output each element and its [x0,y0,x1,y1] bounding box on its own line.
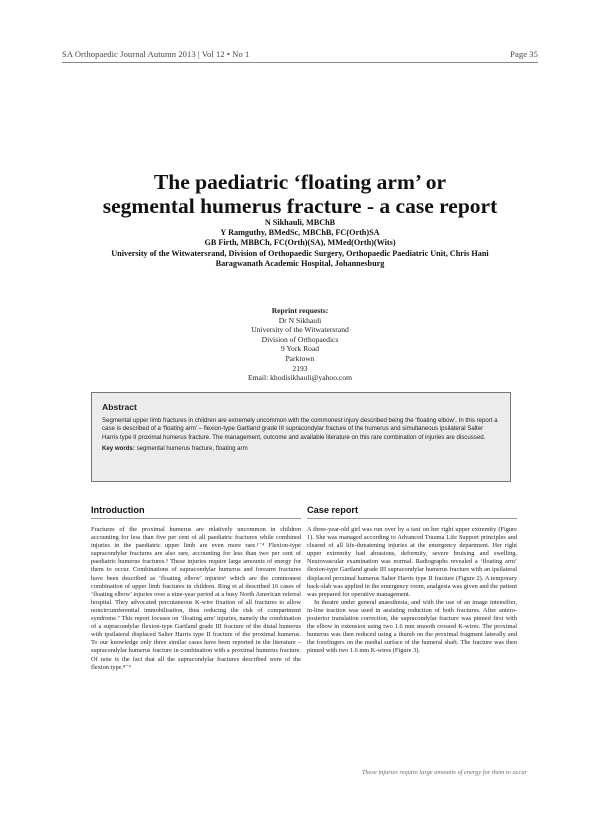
journal-citation: SA Orthopaedic Journal Autumn 2013 | Vol 12 • No 1 [62,49,250,59]
case-report-paragraph-2: In theatre under general anaesthesia, and with the use of an image intensifier, in-line traction was used in assisting reduction of both fractures. After antero-posterior translation correction, the supracondylar fracture was pinned first with the elbow in extension using two 1.6 mm smooth crossed K-wires. The proximal humerus was then reduced using a thumb on the proximal fragment laterally and the forefingers on the medial surface of the humeral shaft. The fracture was then pinned with two 1.6 mm K-wires (Figure 3). [307,598,517,655]
author-2: Y Ramguthy, BMedSc, MBChB, FC(Orth)SA [220,228,380,238]
reprint-name: Dr N Sikhauli [278,315,322,325]
title-line-1: The paediatric ‘floating arm’ or [153,170,447,194]
reprint-postal-code: 2193 [292,363,308,373]
affiliation-line-1: University of the Witwatersrand, Division of Orthopaedic Surgery, Orthopaedic Paediatric Unit, Chris Hani [111,248,489,258]
keywords-text: segmental humerus fracture, floating arm [136,444,248,452]
case-report-column [307,505,517,656]
reprint-department: Division of Orthopaedics [261,334,339,344]
article-title [40,170,560,218]
reprint-suburb: Parktown [285,353,315,363]
author-1: N Sikhauli, MBChB [264,218,336,227]
introduction-heading: Introduction [91,505,301,519]
keywords-label: Key words: [102,444,135,452]
title-line-2: segmental humerus fracture - a case report [102,194,498,218]
reprint-requests [150,306,450,383]
abstract-box [91,392,511,482]
reprint-title: Reprint requests: [271,306,329,315]
keywords [102,445,500,453]
header-divider [62,62,538,63]
pull-quote: These injuries require large amounts of energy for them to occur [361,769,527,776]
abstract-text: Segmental upper limb fractures in children are extremely uncommon with the commonest injury described being the ‘floating elbow’. In this report a case is described of a ‘floating arm’ – flexion-type Gartland grade III supracondylar fracture of the humerus and simultaneous ipsilateral Salter Harris type II proximal humerus fracture. The management, outcome and available literature on this rare combination of injuries are discussed. [102,417,498,441]
reprint-university: University of the Witwatersrand [251,325,349,335]
case-report-heading: Case report [307,505,517,519]
abstract-heading: Abstract [102,402,137,412]
author-3: GB Firth, MBBCh, FC(Orth)(SA), MMed(Orth)(Wits) [204,238,396,248]
introduction-column [91,505,301,672]
author-block [72,218,528,269]
introduction-text: Fractures of the proximal humerus are relatively uncommon in children accounting for less than five per cent of all paediatric fractures while combined injuries in the paediatric upper limb are even more rare.¹⁻⁴ Flexion-type supracondylar fractures are also rare, accounting for less than two per cent of paediatric humerus fractures.⁵ These injuries require large amounts of energy for them to occur. Combinations of supracondylar humerus and forearm fractures have been described as ‘floating elbow’ injuries⁶ which are the commonest combination of upper limb fractures in children. Ring et al described 16 cases of ‘floating elbow’ injuries over a nine-year period at a busy North American referral hospital. They advocated percutaneous K-wire fixation of all fractures to allow noncircumferential immobilisation, thus reducing the risk of compartment syndrome.⁷ This report focuses on ‘floating arm’ injuries, namely the combination of a supracondylar flexion-type Gartland grade III fracture of the distal humerus with ipsilateral displaced Salter Harris type II fracture of the proximal humerus. To our knowledge only three similar cases have been reported in the literature – supracondylar humerus fracture in combination with a proximal humerus fracture. Of note is the fact that all the supracondylar fractures described were of the flexion type.⁸⁻⁹ [91,526,301,671]
reprint-email: Email: khodisikhauli@yahoo.com [247,373,352,383]
case-report-paragraph-1: A three-year-old girl was run over by a taxi on her right upper extremity (Figure 1). She was managed according to Advanced Trauma Life Support principles and cleared of all life-threatening injuries at the emergency department. Her right upper extremity had abrasions, deformity, severe bruising and swelling. Neurovascular examination was normal. Radiographs revealed a ‘floating arm’ flexion-type Gartland grade III supracondylar humerus fracture with an ipsilateral displaced proximal humerus Salter Harris type II fracture (Figure 2). A temporary back-slab was applied in the emergency room, analgesia was given and the patient was prepared for operative management. [307,526,517,598]
affiliation-line-2: Baragwanath Academic Hospital, Johannesburg [215,258,385,268]
running-header [62,49,538,59]
reprint-street: 9 York Road [280,344,320,354]
page-number: Page 35 [510,49,538,59]
